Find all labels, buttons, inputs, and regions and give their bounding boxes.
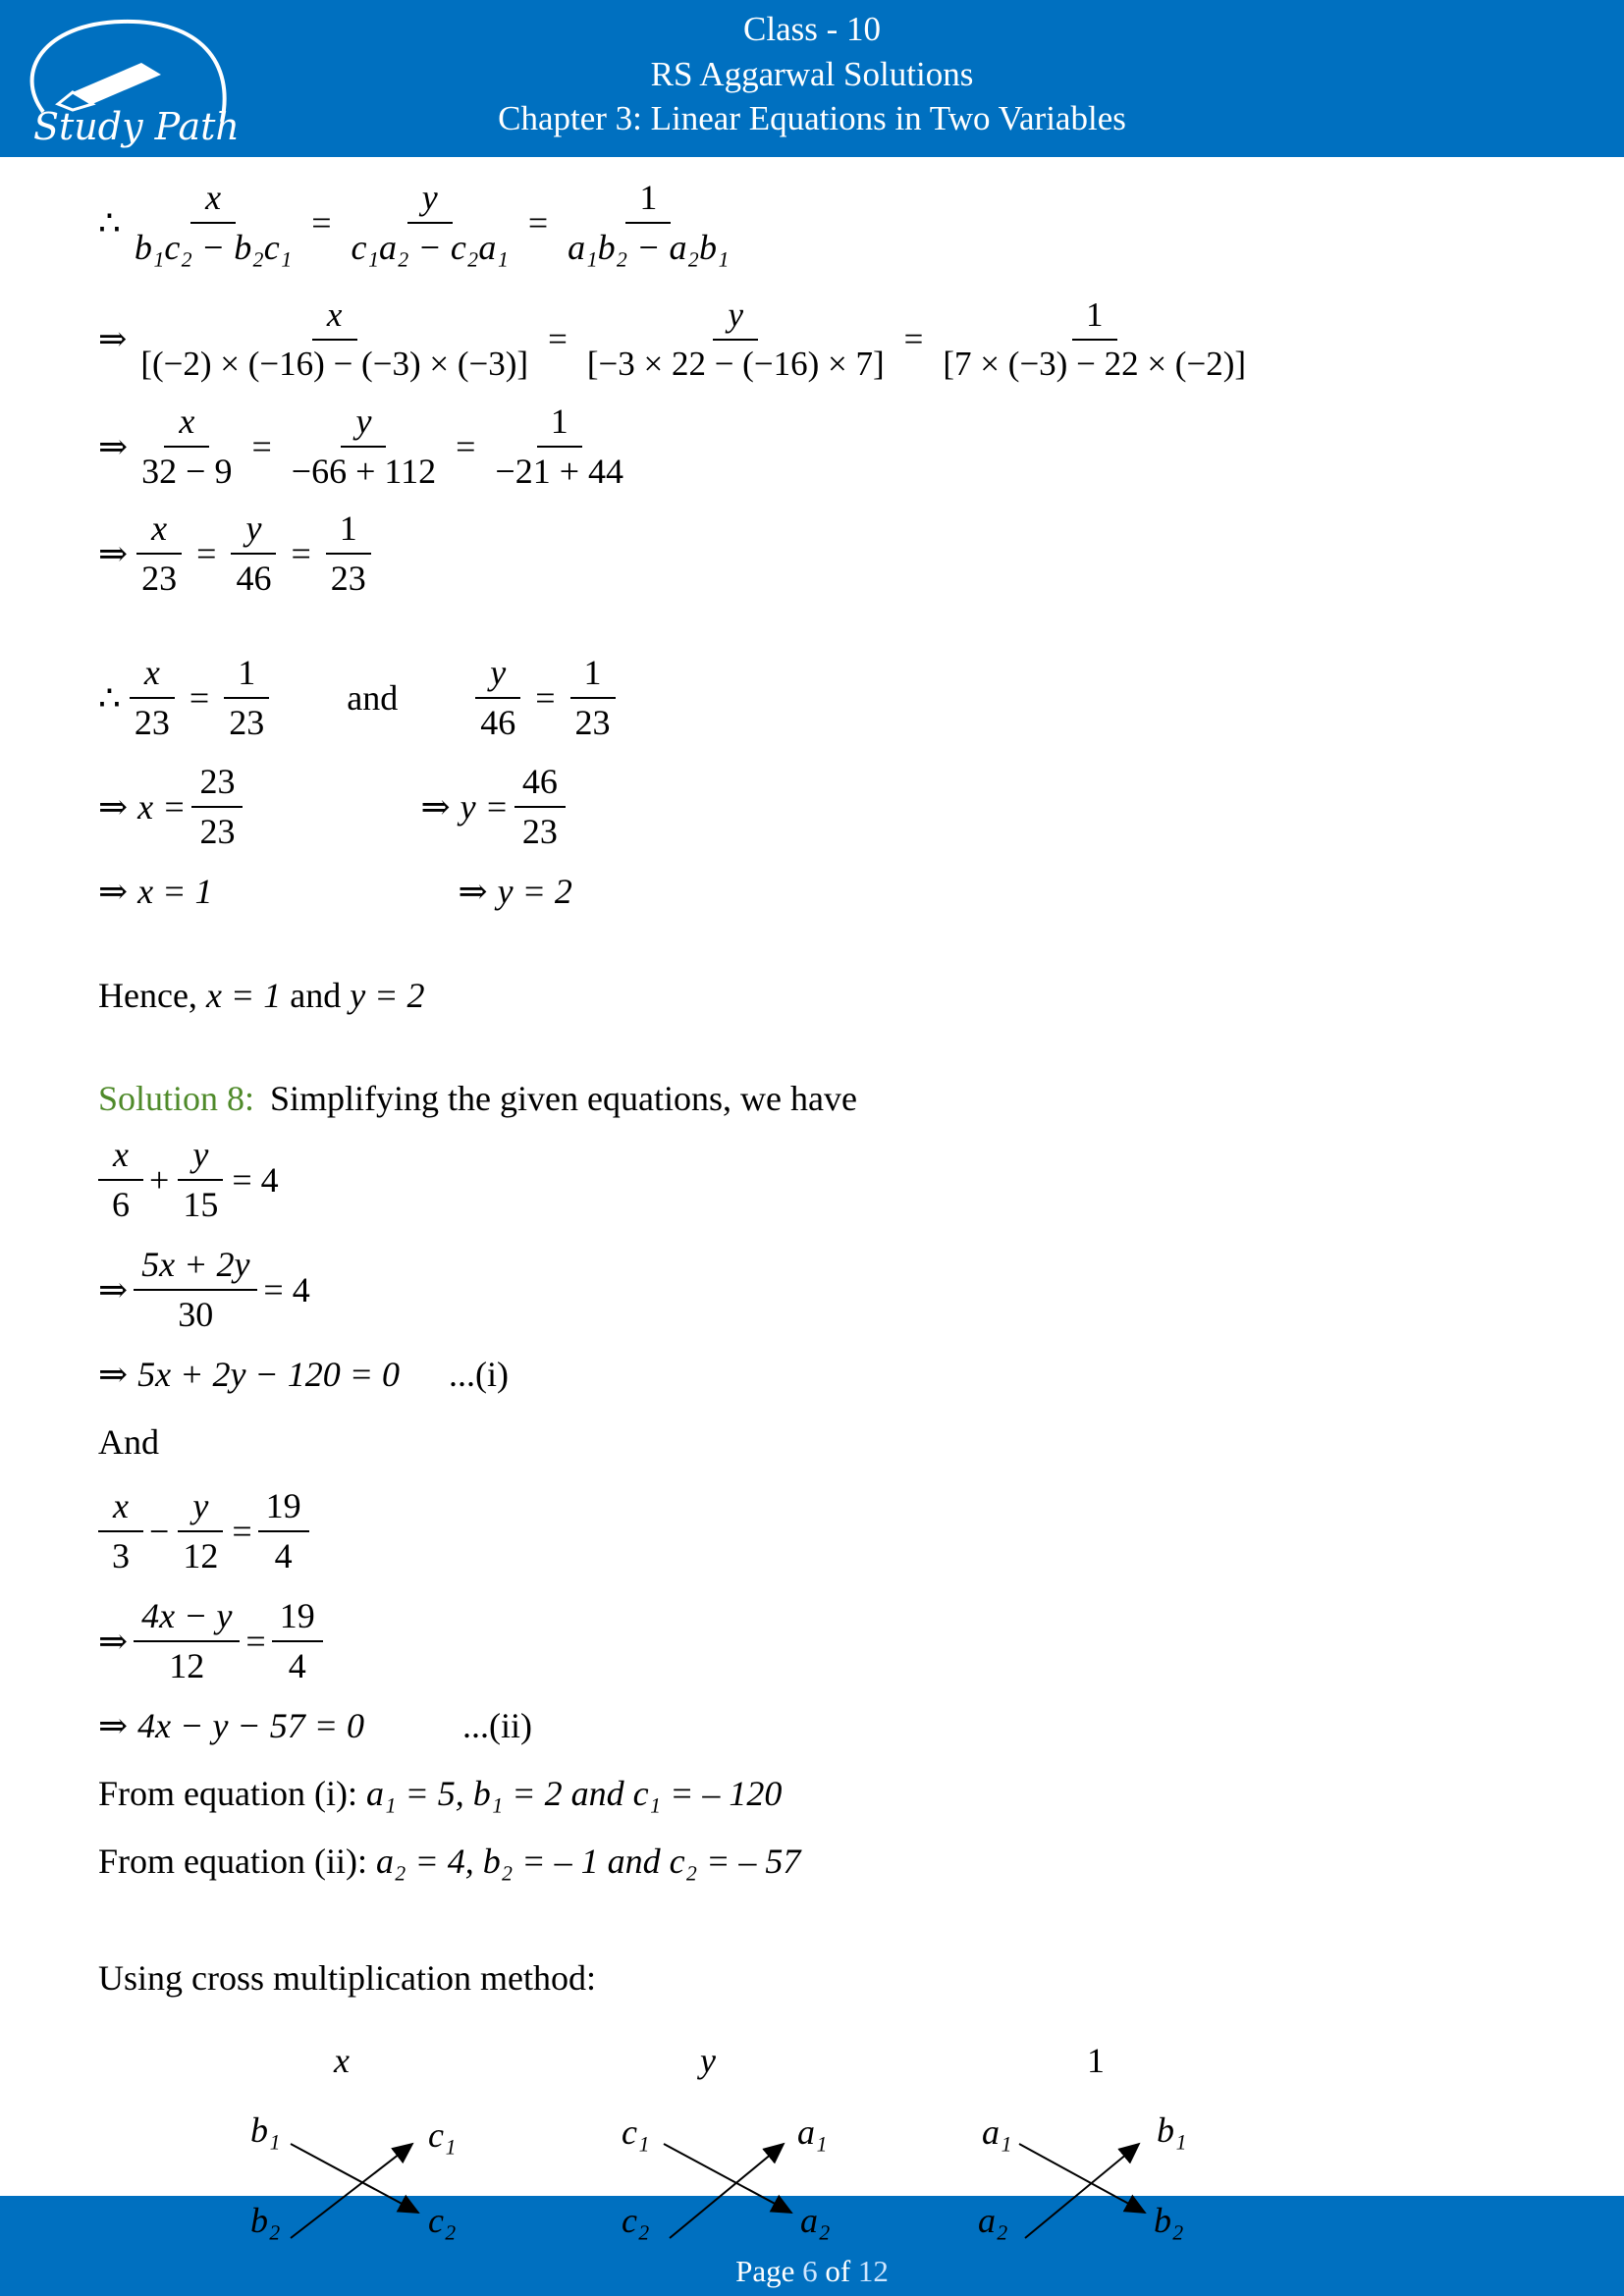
solution-intro: Simplifying the given equations, we have <box>270 1079 857 1118</box>
header-chapter: Chapter 3: Linear Equations in Two Variables <box>498 99 1126 137</box>
implies-symbol: ⇒ <box>98 1622 129 1661</box>
denominator: b₁c₂ − b₂c₁ <box>134 228 293 267</box>
diagram-head-x: x <box>334 2041 350 2080</box>
header-book: RS Aggarwal Solutions <box>650 55 974 93</box>
diagram-term: b₂ <box>1154 2201 1184 2240</box>
equals: = <box>189 678 210 718</box>
arrow-up <box>1025 2144 1139 2238</box>
numerator: 4x − y <box>134 1596 240 1642</box>
equals: = <box>527 203 549 242</box>
and-word: and <box>281 976 351 1015</box>
numerator: x <box>130 653 175 699</box>
diagram-term: b₁ <box>250 2110 281 2150</box>
lhs: y = <box>460 787 509 827</box>
diagram-term: c₁ <box>622 2112 650 2152</box>
denominator: [7 × (−3) − 22 × (−2)] <box>943 345 1247 383</box>
rhs: = 4 <box>232 1160 279 1200</box>
numerator: 1 <box>1072 295 1117 341</box>
equals: = <box>535 678 556 718</box>
denominator: [(−2) × (−16) − (−3) × (−3)] <box>140 345 529 383</box>
equation-tag: ...(ii) <box>462 1706 532 1745</box>
numerator: x <box>312 295 357 341</box>
hence-text: Hence, <box>98 976 206 1015</box>
of-label: of <box>817 2254 858 2288</box>
implies-symbol: ⇒ <box>98 1270 129 1309</box>
denominator: 46 <box>480 703 516 742</box>
numerator: x <box>136 508 182 555</box>
equals: = <box>251 427 272 466</box>
numerator: 23 <box>191 762 243 808</box>
page-label: Page <box>735 2254 803 2288</box>
implies-symbol: ⇒ <box>420 787 451 827</box>
denominator: 30 <box>178 1295 214 1334</box>
and-line: And <box>98 1422 159 1462</box>
implies-symbol: ⇒ <box>98 427 129 466</box>
denominator: c₁a₂ − c₂a₁ <box>351 228 509 267</box>
label: From equation (i): <box>98 1774 366 1813</box>
numerator: y <box>231 508 276 555</box>
denominator: 6 <box>112 1185 130 1224</box>
numerator: x <box>164 401 209 448</box>
numerator: x <box>98 1135 143 1181</box>
current-page: 6 <box>802 2254 818 2288</box>
diagram-term: c₁ <box>428 2115 457 2155</box>
y-result: y = 2 <box>497 872 572 911</box>
implies-symbol: ⇒ <box>98 787 129 827</box>
denominator: a₁b₂ − a₂b₁ <box>568 228 730 267</box>
diagram-term: a₂ <box>800 2201 831 2240</box>
denominator: 15 <box>183 1185 219 1224</box>
denominator: 23 <box>521 812 558 851</box>
denominator: −21 + 44 <box>495 452 623 491</box>
numerator: x <box>190 178 236 224</box>
numerator: y <box>713 295 758 341</box>
diagram-term: b₂ <box>250 2201 281 2240</box>
x-value: x = 1 <box>205 976 282 1015</box>
diagram-term: a₁ <box>797 2112 828 2152</box>
minus-sign: − <box>149 1512 170 1551</box>
numerator: y <box>178 1486 223 1532</box>
equals: = <box>548 320 568 358</box>
numerator: 1 <box>224 653 269 699</box>
equals: = <box>456 427 476 466</box>
denominator: 23 <box>134 703 170 742</box>
implies-symbol: ⇒ <box>98 534 129 573</box>
denominator: 32 − 9 <box>141 452 233 491</box>
equals: = <box>196 534 217 573</box>
diagram-head-1: 1 <box>1087 2041 1105 2080</box>
equals: = <box>232 1512 252 1551</box>
label: From equation (ii): <box>98 1842 376 1881</box>
equation-tag: ...(i) <box>449 1355 509 1394</box>
solution-label: Solution 8: <box>98 1079 255 1118</box>
numerator: y <box>341 401 386 448</box>
plus-sign: + <box>149 1160 170 1200</box>
header-class: Class - 10 <box>743 10 881 48</box>
denominator: 23 <box>574 703 611 742</box>
numerator: x <box>98 1486 143 1532</box>
denominator: 4 <box>274 1536 293 1575</box>
rhs: = 4 <box>263 1270 310 1309</box>
denominator: 23 <box>199 812 236 851</box>
denominator: [−3 × 22 − (−16) × 7] <box>586 345 885 383</box>
diagram-term: c₂ <box>428 2201 457 2240</box>
implies-symbol: ⇒ <box>98 872 129 911</box>
denominator: 23 <box>330 559 366 598</box>
numerator: 46 <box>514 762 566 808</box>
denominator: 12 <box>169 1646 205 1685</box>
equation-ii: 4x − y − 57 = 0 <box>137 1706 365 1745</box>
numerator: 1 <box>625 178 671 224</box>
numerator: 1 <box>326 508 371 555</box>
and-word: and <box>347 678 399 718</box>
denominator: 46 <box>236 559 272 598</box>
coefficients-ii: a₂ = 4, b₂ = – 1 and c₂ = – 57 <box>375 1842 801 1881</box>
denominator: 4 <box>288 1646 306 1685</box>
diagram-term: a₁ <box>982 2112 1012 2152</box>
arrow-up <box>670 2144 784 2238</box>
diagram-term: c₂ <box>622 2201 650 2240</box>
diagram-head-y: y <box>700 2041 716 2080</box>
implies-symbol: ⇒ <box>98 320 128 358</box>
denominator: 12 <box>183 1536 219 1575</box>
equals: = <box>245 1622 266 1661</box>
numerator: 19 <box>272 1596 323 1642</box>
numerator: 19 <box>258 1486 309 1532</box>
denominator: 3 <box>112 1536 130 1575</box>
equals: = <box>291 534 311 573</box>
diagram-term: a₂ <box>978 2201 1008 2240</box>
x-result: x = 1 <box>137 872 213 911</box>
implies-symbol: ⇒ <box>98 1706 129 1745</box>
y-value: y = 2 <box>350 976 425 1015</box>
method-line: Using cross multiplication method: <box>98 1958 596 1998</box>
arrow-up <box>291 2144 412 2238</box>
therefore-symbol: ∴ <box>98 678 121 718</box>
total-pages: 12 <box>857 2254 889 2288</box>
denominator: 23 <box>141 559 178 598</box>
numerator: 1 <box>537 401 582 448</box>
therefore-symbol: ∴ <box>98 203 121 242</box>
equation-i: 5x + 2y − 120 = 0 <box>137 1355 401 1394</box>
numerator: y <box>178 1135 223 1181</box>
denominator: 23 <box>229 703 265 742</box>
diagram-term: b₁ <box>1157 2110 1187 2150</box>
implies-symbol: ⇒ <box>458 872 488 911</box>
implies-symbol: ⇒ <box>98 1355 129 1394</box>
equals: = <box>311 203 332 242</box>
lhs: x = <box>137 787 187 827</box>
coefficients-i: a₁ = 5, b₁ = 2 and c₁ = – 120 <box>365 1774 783 1813</box>
numerator: y <box>475 653 520 699</box>
numerator: y <box>407 178 453 224</box>
numerator: 1 <box>570 653 616 699</box>
denominator: −66 + 112 <box>291 452 437 491</box>
numerator: 5x + 2y <box>134 1245 257 1291</box>
svg-text:Study Path: Study Path <box>33 105 240 148</box>
equals: = <box>903 320 924 358</box>
